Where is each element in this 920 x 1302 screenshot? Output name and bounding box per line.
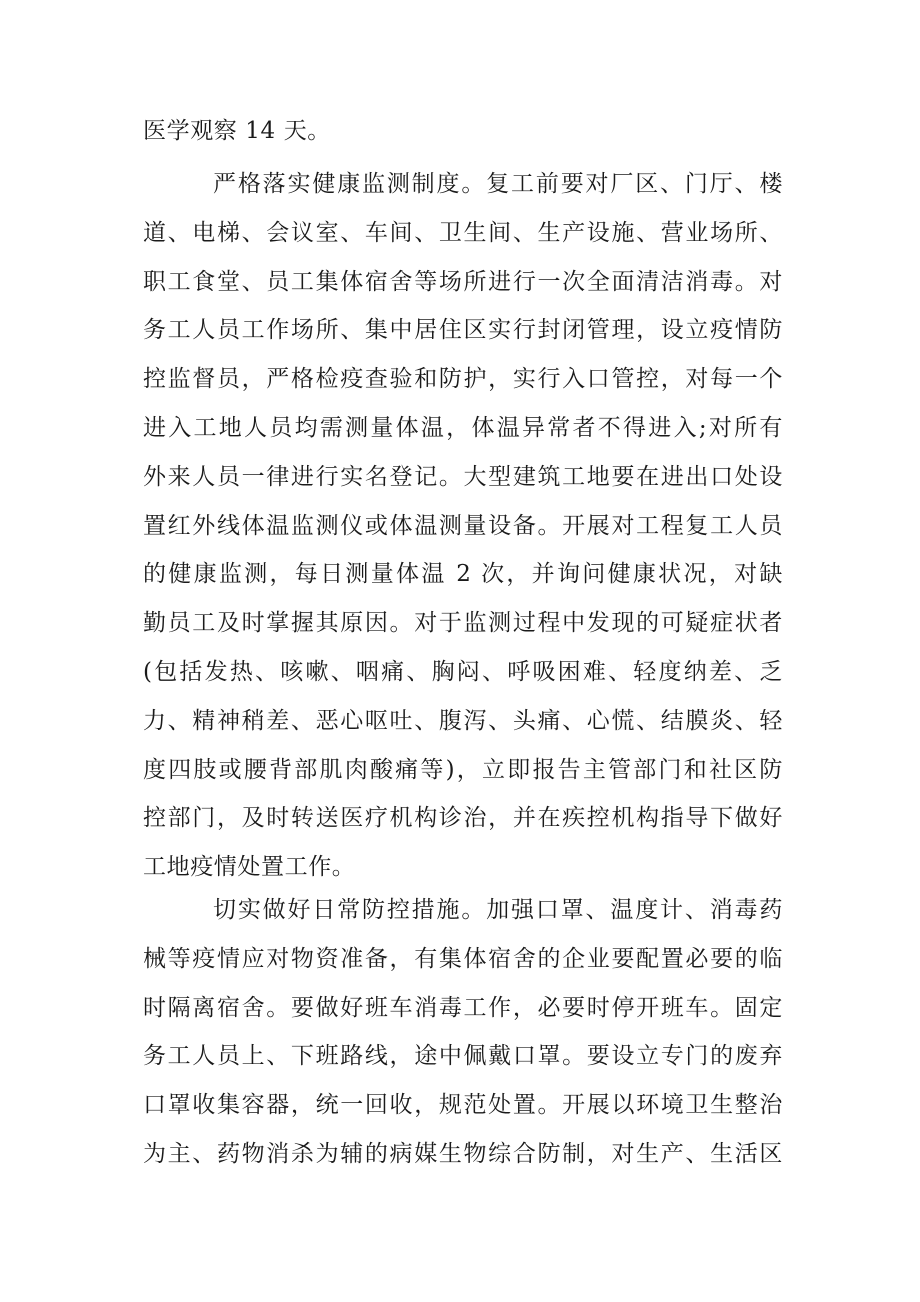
- text-line: 务工人员工作场所、集中居住区实行封闭管理，设立疫情防: [143, 317, 783, 344]
- text-line: 控部门，及时转送医疗机构诊治，并在疾控机构指导下做好: [143, 805, 783, 832]
- text-line: 切实做好日常防控措施。加强口罩、温度计、消毒药: [213, 897, 783, 923]
- text-line: 控监督员，严格检疫查验和防护，实行入口管控，对每一个: [143, 366, 783, 393]
- text-line: 外来人员一律进行实名登记。大型建筑工地要在进出口处设: [143, 463, 783, 490]
- paragraph-health-monitoring: [143, 160, 783, 892]
- text-line: 严格落实健康监测制度。复工前要对厂区、门厅、楼: [213, 171, 783, 197]
- text-line: 勤员工及时掌握其原因。对于监测过程中发现的可疑症状者: [143, 610, 783, 637]
- text-line: (包括发热、咳嗽、咽痛、胸闷、呼吸困难、轻度纳差、乏: [143, 658, 783, 685]
- text-line: 置红外线体温监测仪或体温测量设备。开展对工程复工人员: [143, 512, 783, 539]
- text-line: 道、电梯、会议室、车间、卫生间、生产设施、营业场所、: [143, 219, 783, 246]
- text-line: 务工人员上、下班路线，途中佩戴口罩。要设立专门的废弃: [143, 1043, 783, 1070]
- text-line: 械等疫情应对物资准备，有集体宿舍的企业要配置必要的临: [143, 945, 783, 972]
- text-line: 时隔离宿舍。要做好班车消毒工作，必要时停开班车。固定: [143, 994, 783, 1021]
- text-line: 度四肢或腰背部肌肉酸痛等)，立即报告主管部门和社区防: [143, 756, 783, 783]
- text-line: 医学观察 14 天。: [143, 118, 331, 144]
- text-line: 进入工地人员均需测量体温，体温异常者不得进入;对所有: [143, 414, 783, 441]
- text-line: 为主、药物消杀为辅的病媒生物综合防制，对生产、生活区: [143, 1140, 783, 1167]
- paragraph-daily-prevention: [143, 886, 783, 1179]
- text-line: 的健康监测，每日测量体温 2 次，并询问健康状况，对缺: [143, 561, 783, 588]
- text-line: 力、精神稍差、恶心呕吐、腹泻、头痛、心慌、结膜炎、轻: [143, 707, 783, 734]
- text-line: 工地疫情处置工作。: [143, 854, 356, 881]
- text-line: 口罩收集容器，统一回收，规范处置。开展以环境卫生整治: [143, 1092, 783, 1119]
- text-line: 职工食堂、员工集体宿舍等场所进行一次全面清洁消毒。对: [143, 268, 783, 295]
- paragraph-continuation: [143, 107, 783, 156]
